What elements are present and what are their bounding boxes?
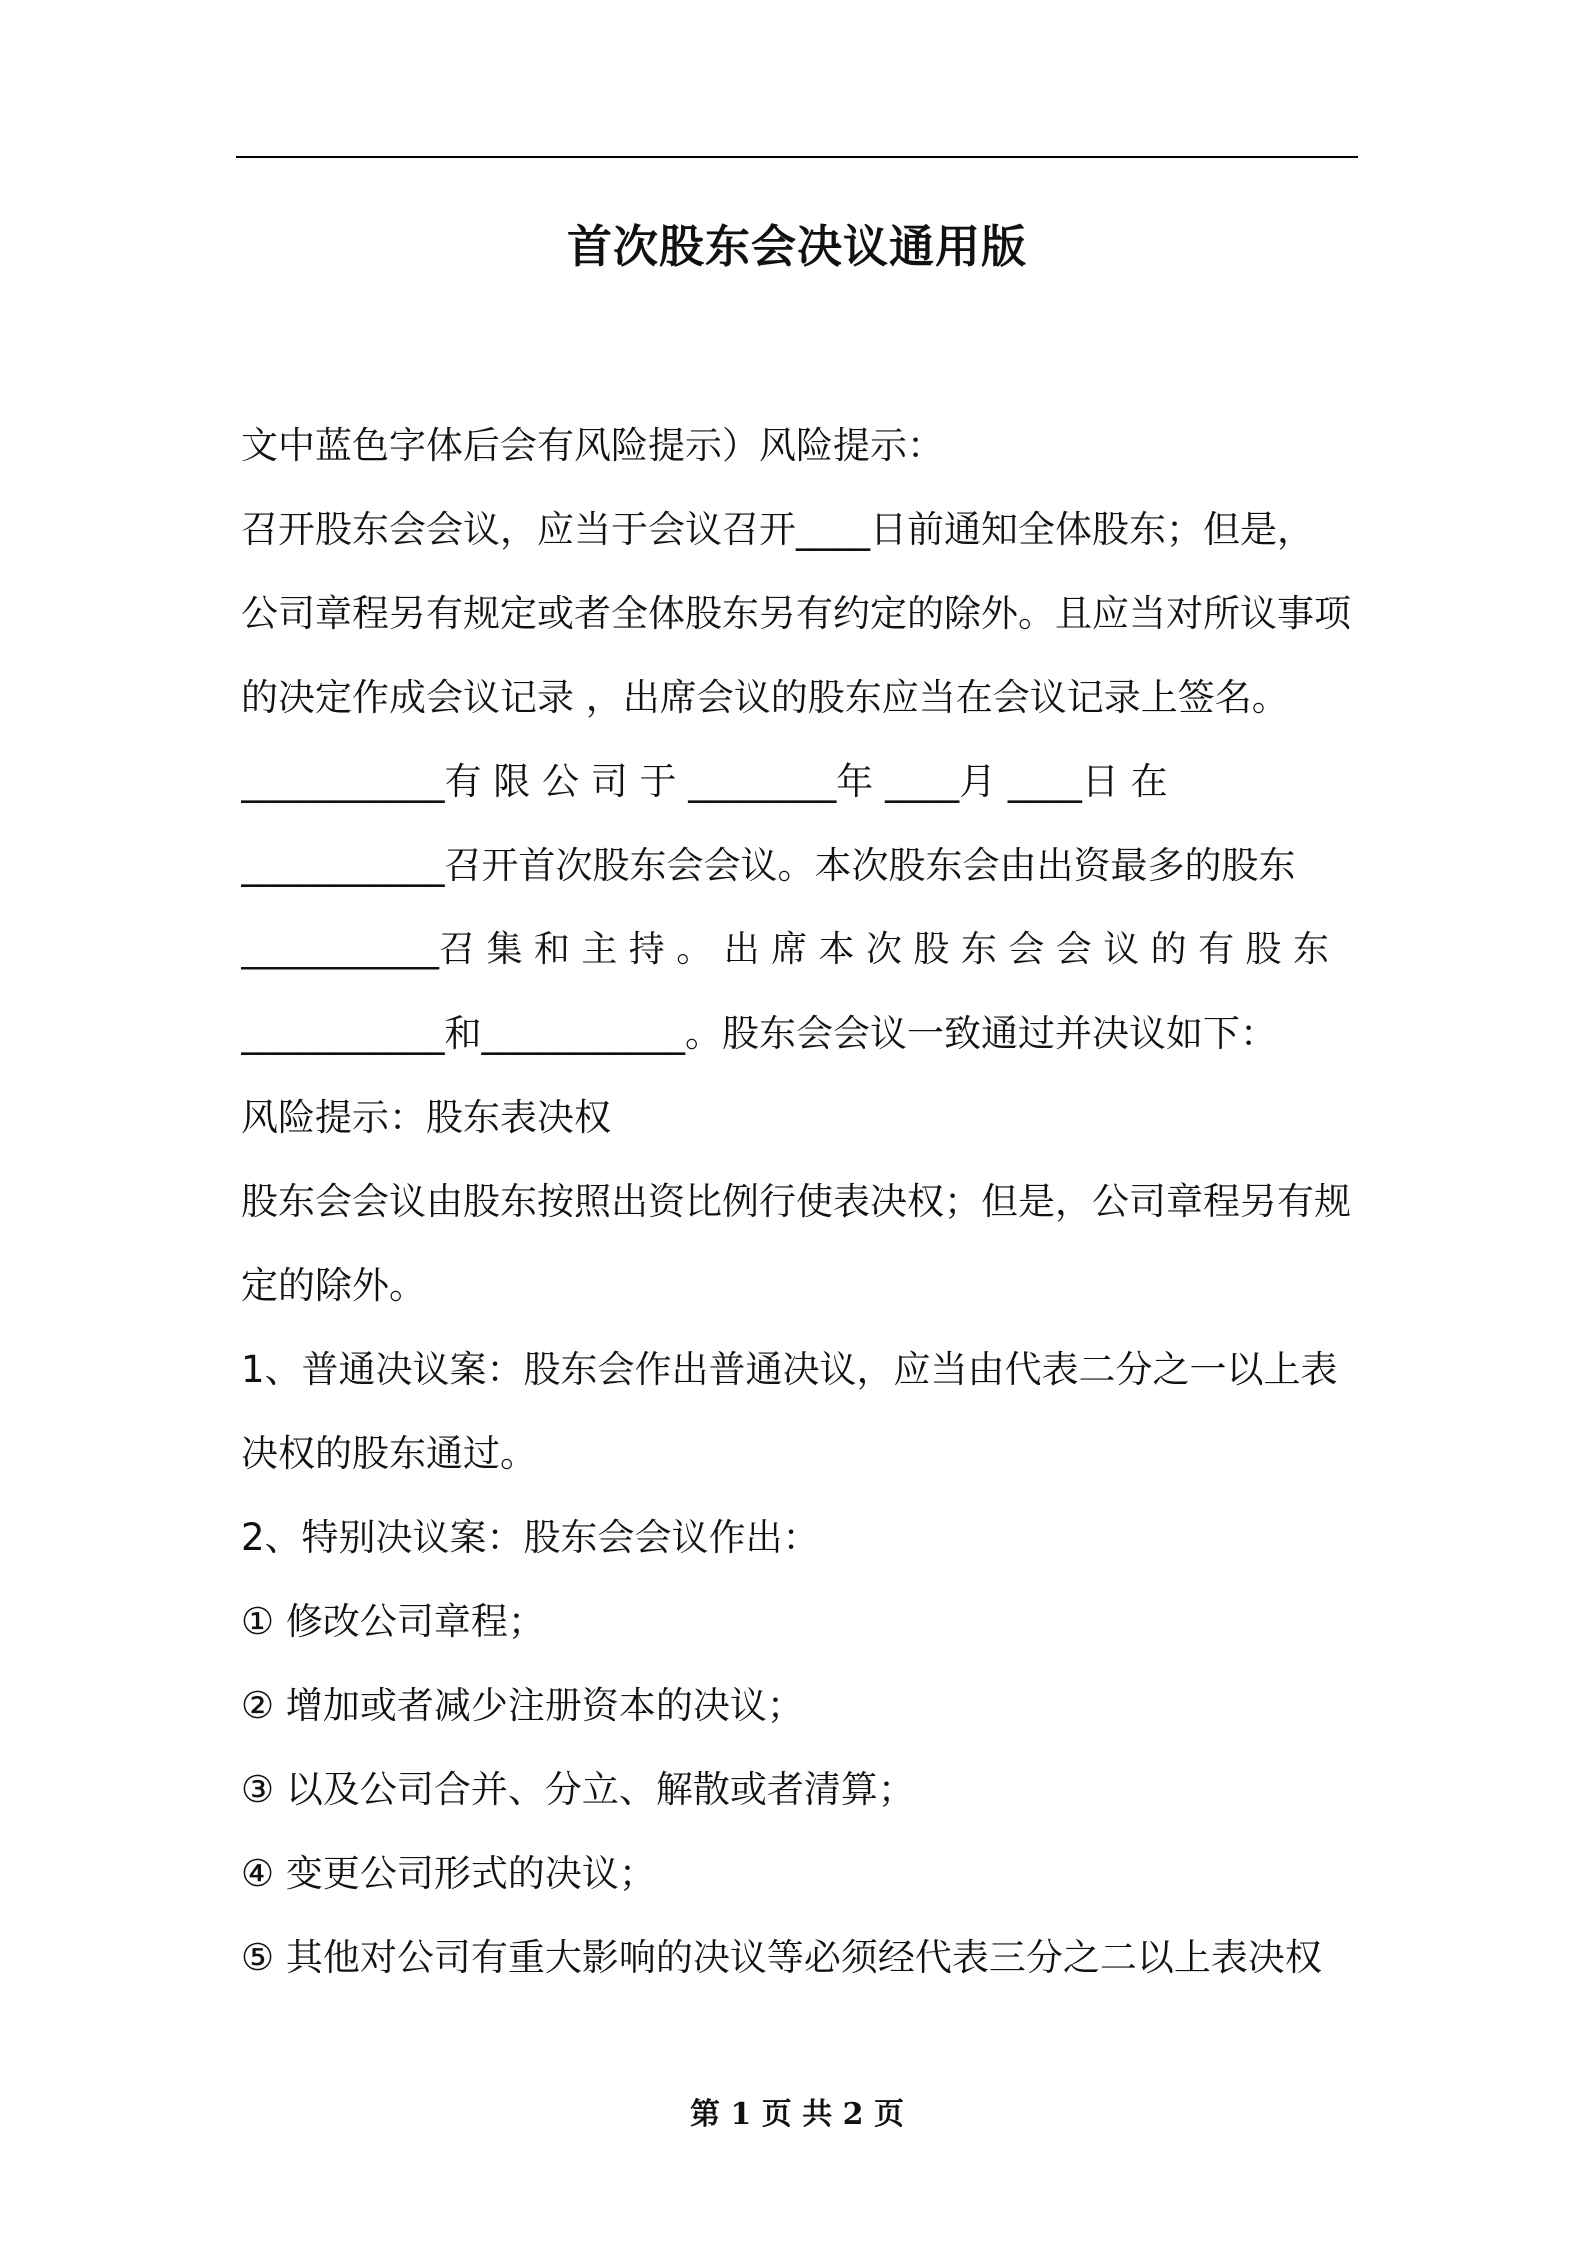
list-item: ⑤ 其他对公司有重大影响的决议等必须经代表三分之二以上表决权 xyxy=(241,1936,1322,1979)
risk-tip-heading: 风险提示：股东表决权 xyxy=(241,1096,611,1139)
document-title: 首次股东会决议通用版 xyxy=(566,220,1027,273)
paragraph-line: 文中蓝色字体后会有风险提示）风险提示： xyxy=(241,424,944,467)
list-item: ② 增加或者减少注册资本的决议； xyxy=(241,1684,804,1727)
paragraph-line: 的决定作成会议记录 ，出席会议的股东应当在会议记录上签名。 xyxy=(241,676,1289,719)
list-item: ① 修改公司章程； xyxy=(241,1600,545,1643)
list-item: ④ 变更公司形式的决议； xyxy=(241,1852,656,1895)
paragraph-line: 2、特别决议案：股东会会议作出： xyxy=(241,1516,820,1559)
paragraph-line-company-date: ___________有 限 公 司 于 ________年 ____月 ____日 在 xyxy=(241,760,1168,803)
paragraph-line: 决权的股东通过。 xyxy=(241,1432,537,1475)
paragraph-line: ___________和___________。股东会会议一致通过并决议如下： xyxy=(241,1012,1277,1055)
paragraph-line: 公司章程另有规定或者全体股东另有约定的除外。且应当对所议事项 xyxy=(241,592,1351,635)
paragraph-line: 召开股东会会议，应当于会议召开____日前通知全体股东；但是， xyxy=(241,508,1314,551)
page-number: 第 1 页 共 2 页 xyxy=(690,2097,904,2132)
document-body xyxy=(241,404,1358,2000)
list-item: ③ 以及公司合并、分立、解散或者清算； xyxy=(241,1768,915,1811)
paragraph-line: ___________召开首次股东会会议。本次股东会由出资最多的股东 xyxy=(241,844,1296,887)
paragraph-line-convener: ___________召 集 和 主 持 。 出 席 本 次 股 东 会 会 议 的 有 股 东 xyxy=(241,929,1329,970)
header-rule xyxy=(236,156,1358,158)
paragraph-line: 股东会会议由股东按照出资比例行使表决权；但是，公司章程另有规 xyxy=(241,1180,1351,1223)
paragraph-line: 定的除外。 xyxy=(241,1264,426,1307)
paragraph-line: 1、普通决议案：股东会作出普通决议，应当由代表二分之一以上表 xyxy=(241,1348,1338,1391)
